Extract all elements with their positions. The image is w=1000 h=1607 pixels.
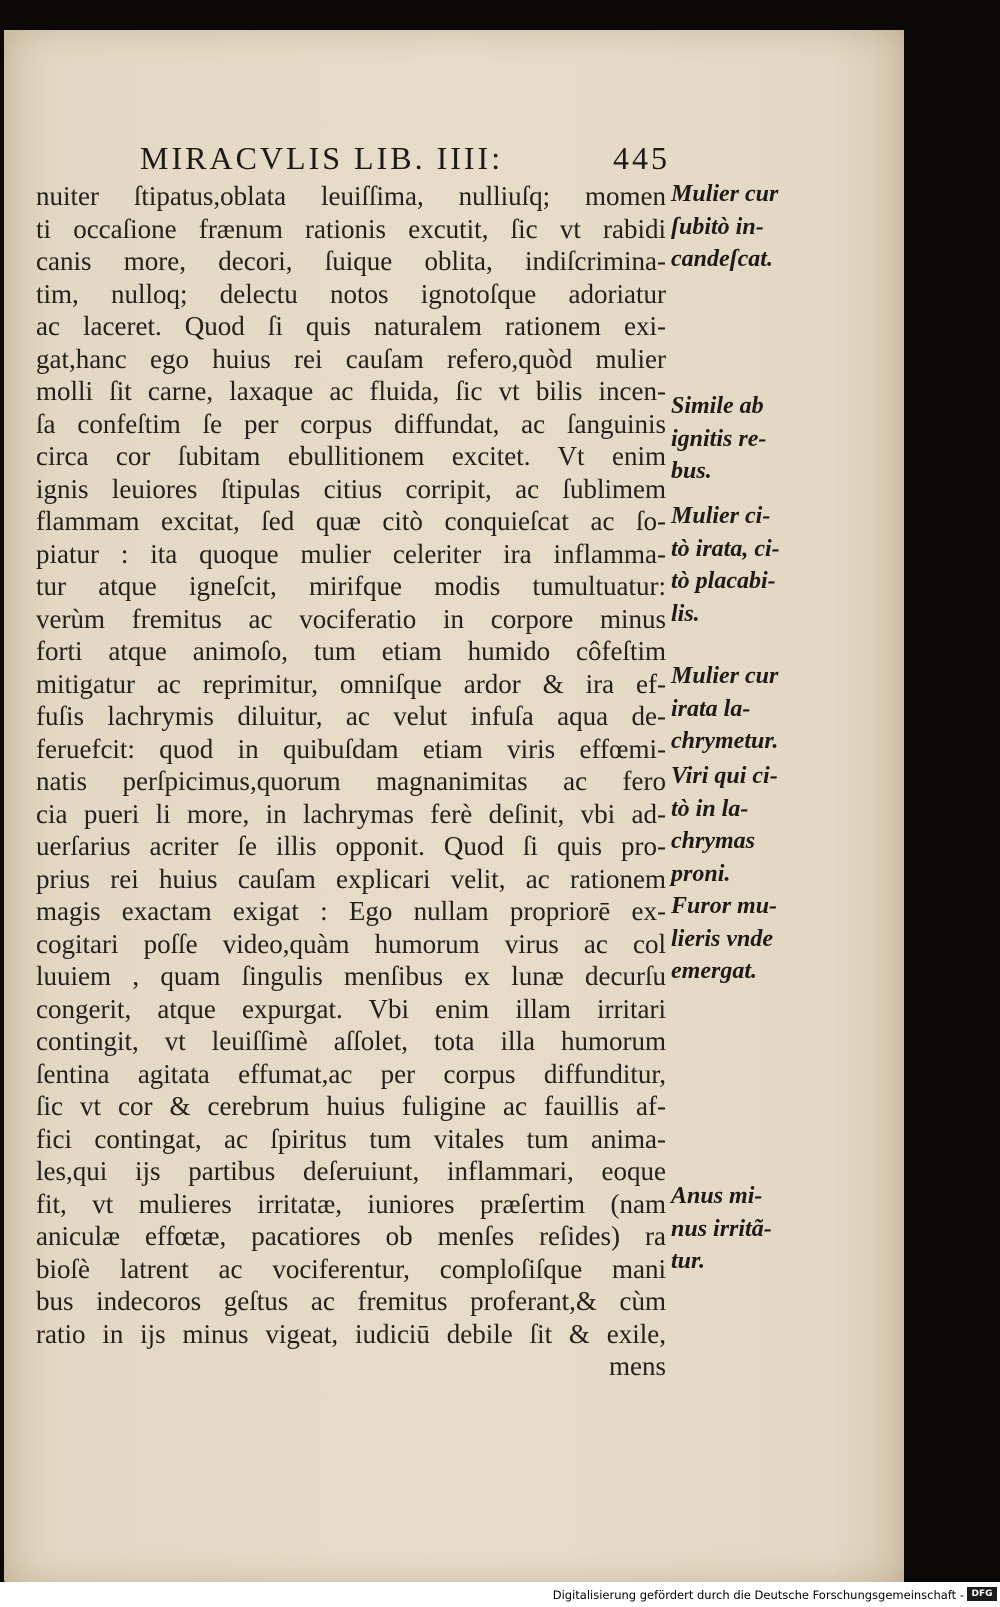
- text-line: tim, nulloq; delectu notos ignotoſque adoriatur: [36, 278, 666, 309]
- marginal-note: [671, 890, 821, 988]
- marginal-note: [671, 760, 821, 890]
- marginal-note-line: Furor mu-: [671, 893, 778, 919]
- dfg-logo: DFG: [967, 1587, 997, 1601]
- text-line: prius rei huius cauſam explicari velit, ac rationem: [36, 863, 666, 894]
- text-line: mitigatur ac reprimitur, omniſque ardor & ira ef-: [36, 668, 666, 699]
- page-number: 445: [613, 140, 670, 176]
- text-line: verùm fremitus ac vociferatio in corpore minus: [36, 603, 666, 634]
- text-line: tur atque igneſcit, mirifque modis tumultuatur:: [36, 571, 666, 601]
- marginal-note: [671, 178, 821, 276]
- text-line: luuiem , quam ſingulis menſibus ex lunæ decurſu: [36, 961, 666, 991]
- text-line: ſic vt cor & cerebrum huius fuligine ac fauillis af-: [36, 1091, 666, 1121]
- text-line: ſa confeſtim ſe per corpus diffundat, ac ſanguinis: [36, 408, 666, 439]
- marginal-note-line: chrymetur.: [671, 728, 779, 754]
- marginal-note-line: Mulier cur: [671, 181, 779, 207]
- text-line: aniculæ effœtæ, pacatiores ob menſes reſides) ra: [36, 1221, 666, 1251]
- text-line: contingit, vt leuiſſimè aſſolet, tota illa humorum: [36, 1026, 666, 1056]
- text-line: ac laceret. Quod ſi quis naturalem rationem exi-: [36, 311, 666, 341]
- marginal-note: [671, 1180, 821, 1278]
- marginal-note-line: Simile ab: [671, 393, 764, 419]
- marginal-note-line: Anus mi-: [671, 1183, 763, 1209]
- marginal-note-line: tò irata, ci-: [671, 535, 780, 562]
- marginal-note-line: irata la-: [671, 695, 751, 722]
- book-page: [4, 30, 904, 1582]
- text-line: canis more, decori, ſuique oblita, indiſcrimina-: [36, 246, 666, 276]
- marginal-note: [671, 390, 821, 488]
- marginal-note-line: candeſcat.: [671, 246, 773, 272]
- marginal-note-line: ſubitò in-: [671, 213, 764, 240]
- text-line: feruefcit: quod in quibuſdam etiam viris effœmi-: [36, 733, 666, 764]
- text-line: piatur : ita quoque mulier celeriter ira inflamma-: [36, 538, 666, 569]
- marginal-note-line: ignitis re-: [671, 425, 767, 452]
- marginal-note-line: proni.: [671, 860, 731, 887]
- marginal-note-line: bus.: [671, 458, 712, 484]
- text-line: fuſis lachrymis diluitur, ac velut infuſa aqua de-: [36, 701, 666, 731]
- marginal-note-line: chrymas: [671, 828, 755, 854]
- text-line: magis exactam exigat : Ego nullam propriorē ex-: [36, 896, 666, 926]
- text-line: ignis leuiores ſtipulas citius corripit, ac ſublimem: [36, 473, 666, 504]
- page-header: [140, 140, 670, 180]
- marginal-note: [671, 500, 821, 630]
- text-line: fici contingat, ac ſpiritus tum vitales tum anima-: [36, 1123, 666, 1154]
- text-line: bioſè latrent ac vociferentur, comploſiſque mani: [36, 1253, 666, 1284]
- marginal-note-line: lis.: [671, 600, 700, 627]
- text-line: les,qui ijs partibus deſeruiunt, inflammari, eoque: [36, 1156, 666, 1186]
- marginal-note-line: Mulier cur: [671, 663, 779, 689]
- text-line: mens: [609, 1351, 666, 1381]
- text-line: flammam excitat, ſed quæ citò conquieſcat ac ſo-: [36, 506, 666, 536]
- funding-credit: Digitalisierung gefördert durch die Deutsche Forschungsgemeinschaft -: [552, 1588, 964, 1602]
- text-line: bus indecoros geſtus ac fremitus proferant,& cùm: [36, 1286, 666, 1316]
- text-line: ſentina agitata effumat,ac per corpus diffunditur,: [36, 1058, 666, 1089]
- marginal-note-line: tur.: [671, 1248, 706, 1274]
- text-line: gat,hanc ego huius rei cauſam refero,quòd mulier: [36, 343, 666, 374]
- text-line: ratio in ijs minus vigeat, iudiciū debile ſit & exile,: [36, 1318, 666, 1349]
- text-line: uerſarius acriter ſe illis opponit. Quod ſi quis pro-: [36, 831, 666, 861]
- text-line: ti occaſione frænum rationis excutit, ſic vt rabidi: [36, 213, 666, 244]
- marginal-note-line: lieris vnde: [671, 925, 773, 952]
- digitization-footer: [0, 1582, 1000, 1607]
- text-line: nuiter ſtipatus,oblata leuiſſima, nulliuſq; momen: [36, 181, 666, 211]
- text-line: fit, vt mulieres irritatæ, iuniores præſertim (nam: [36, 1188, 666, 1219]
- text-line: natis perſpicimus,quorum magnanimitas ac fero: [36, 766, 666, 796]
- text-line: cogitari poſſe video,quàm humorum virus ac col: [36, 928, 666, 959]
- marginal-note-line: tò in la-: [671, 795, 749, 822]
- text-line: molli ſit carne, laxaque ac fluida, ſic vt bilis incen-: [36, 376, 666, 406]
- marginal-note: [671, 660, 821, 758]
- marginal-note-line: Viri qui ci-: [671, 763, 778, 789]
- text-line: circa cor ſubitam ebullitionem excitet. Vt enim: [36, 441, 666, 471]
- text-line: congerit, atque expurgat. Vbi enim illam irritari: [36, 993, 666, 1024]
- text-line: forti atque animoſo, tum etiam humido côfeſtim: [36, 636, 666, 666]
- marginal-note-line: tò placabi-: [671, 568, 776, 594]
- text-line: cia pueri li more, in lachrymas ferè deſinit, vbi ad-: [36, 798, 666, 829]
- body-text: [36, 180, 666, 1383]
- marginal-note-line: nus irritã-: [671, 1215, 772, 1242]
- marginal-note-line: emergat.: [671, 958, 757, 984]
- running-head: MIRACVLIS LIB. IIII:: [140, 140, 504, 176]
- marginal-note-line: Mulier ci-: [671, 503, 771, 529]
